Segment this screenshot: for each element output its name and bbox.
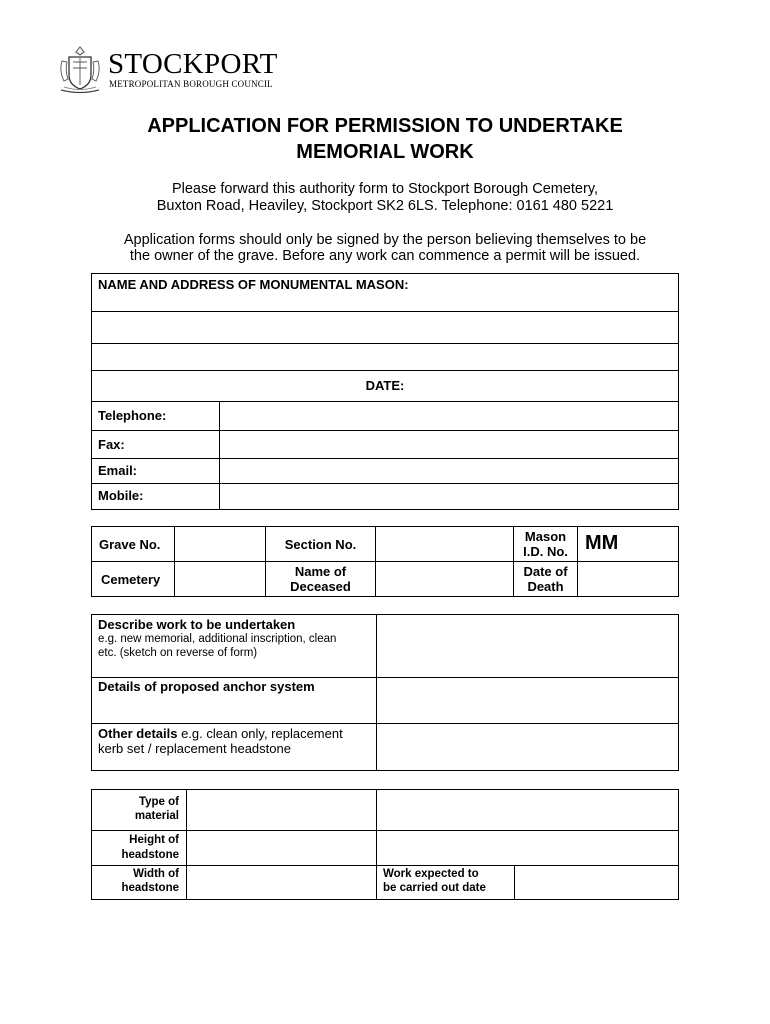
note-line2: the owner of the grave. Before any work can commence a permit will be issued. bbox=[129, 248, 641, 264]
telephone-label: Telephone: bbox=[98, 408, 167, 423]
height-notes-field[interactable] bbox=[376, 830, 679, 866]
type-material-label-line2: material bbox=[134, 810, 179, 822]
other-details-label-line1 bbox=[98, 726, 343, 741]
mason-address-line2-field[interactable] bbox=[91, 343, 679, 371]
form-title-line2: MEMORIAL WORK bbox=[296, 141, 474, 163]
other-details-hint-line2: kerb set / replacement headstone bbox=[98, 741, 291, 756]
type-material-label-line1: Type of bbox=[138, 796, 179, 808]
intro-line2: Buxton Road, Heaviley, Stockport SK2 6LS. Telephone: 0161 480 5221 bbox=[156, 198, 614, 214]
mason-id-label-line1: Mason bbox=[524, 529, 567, 544]
council-crest-logo bbox=[57, 45, 103, 95]
name-deceased-label-line2: Deceased bbox=[290, 579, 351, 594]
other-details-hint-line1: e.g. clean only, replacement bbox=[177, 726, 343, 741]
name-deceased-label-line1: Name of bbox=[294, 564, 347, 579]
section-no-label: Section No. bbox=[284, 537, 357, 552]
mason-address-line1-field[interactable] bbox=[91, 311, 679, 344]
grave-no-field[interactable] bbox=[174, 526, 266, 562]
other-details-label: Other details bbox=[98, 726, 178, 741]
height-headstone-label-line2: headstone bbox=[121, 849, 179, 861]
width-headstone-field[interactable] bbox=[186, 865, 377, 900]
height-headstone-field[interactable] bbox=[186, 830, 377, 866]
email-field[interactable] bbox=[219, 458, 679, 484]
fax-field[interactable] bbox=[219, 430, 679, 459]
describe-work-hint-line1: e.g. new memorial, additional inscription, clean bbox=[98, 633, 337, 645]
email-label: Email: bbox=[98, 463, 138, 478]
describe-work-label: Describe work to be undertaken bbox=[98, 617, 296, 632]
date-death-label-line2: Death bbox=[527, 579, 564, 594]
form-title-line1: APPLICATION FOR PERMISSION TO UNDERTAKE bbox=[147, 115, 623, 137]
expected-date-label-line2: be carried out date bbox=[383, 882, 486, 894]
type-material-field[interactable] bbox=[186, 789, 377, 831]
expected-date-field[interactable] bbox=[514, 865, 679, 900]
date-death-field[interactable] bbox=[577, 561, 679, 597]
cemetery-field[interactable] bbox=[174, 561, 266, 597]
name-deceased-field[interactable] bbox=[375, 561, 514, 597]
anchor-system-label: Details of proposed anchor system bbox=[98, 679, 315, 694]
section-no-field[interactable] bbox=[375, 526, 514, 562]
mason-id-value: MM bbox=[585, 532, 619, 554]
mason-id-label-line2: I.D. No. bbox=[523, 544, 568, 559]
intro-line1: Please forward this authority form to Stockport Borough Cemetery, bbox=[171, 181, 599, 197]
expected-date-label-line1: Work expected to bbox=[383, 868, 479, 880]
cemetery-label: Cemetery bbox=[101, 572, 161, 587]
fax-label: Fax: bbox=[98, 437, 125, 452]
org-subtitle: METROPOLITAN BOROUGH COUNCIL bbox=[109, 79, 273, 89]
width-headstone-label-line2: headstone bbox=[121, 882, 179, 894]
mobile-field[interactable] bbox=[219, 483, 679, 510]
anchor-system-field[interactable] bbox=[376, 677, 679, 724]
date-death-label-line1: Date of bbox=[523, 564, 568, 579]
mason-heading: NAME AND ADDRESS OF MONUMENTAL MASON: bbox=[98, 277, 409, 292]
telephone-field[interactable] bbox=[219, 401, 679, 431]
height-headstone-label-line1: Height of bbox=[129, 834, 179, 846]
material-notes-field[interactable] bbox=[376, 789, 679, 831]
other-details-field[interactable] bbox=[376, 723, 679, 771]
note-line1: Application forms should only be signed by the person believing themselves to be bbox=[123, 232, 647, 248]
width-headstone-label-line1: Width of bbox=[133, 868, 179, 880]
grave-no-label: Grave No. bbox=[99, 537, 161, 552]
mobile-label: Mobile: bbox=[98, 488, 144, 503]
describe-work-hint-line2: etc. (sketch on reverse of form) bbox=[98, 647, 258, 659]
describe-work-field[interactable] bbox=[376, 614, 679, 678]
org-name: STOCKPORT bbox=[108, 48, 278, 80]
date-label: DATE: bbox=[365, 378, 405, 393]
